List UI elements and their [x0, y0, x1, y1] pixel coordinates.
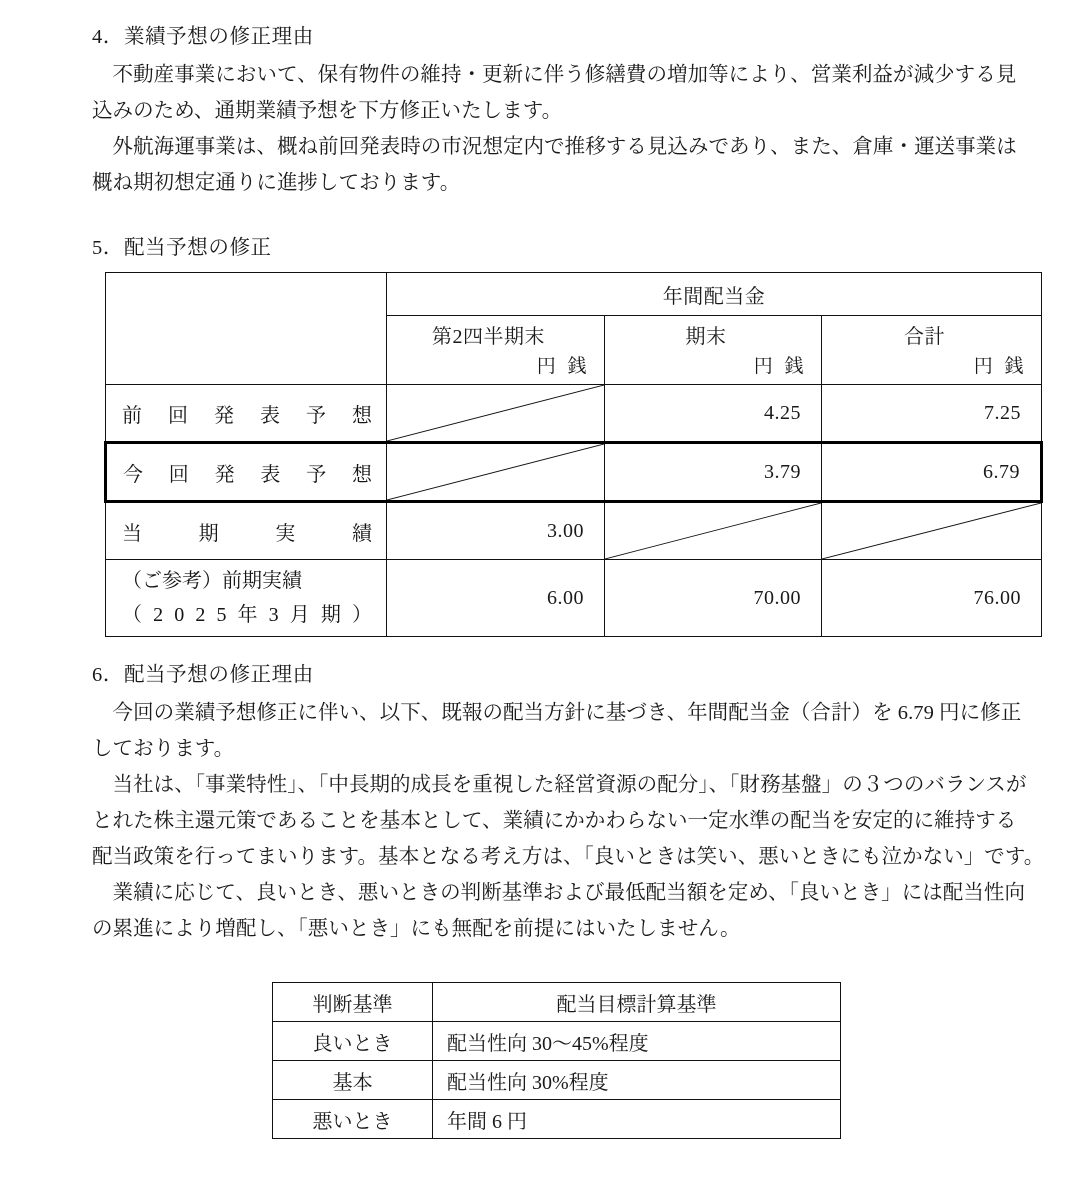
row-label-current-forecast — [106, 443, 387, 502]
row-label-current-results — [106, 502, 387, 560]
cell-current-total: 6.79 — [822, 443, 1042, 502]
row-label-char: 回 — [168, 404, 188, 427]
dividend-forecast-table — [104, 272, 1043, 637]
row-label-char: 表 — [260, 404, 280, 427]
row-label-spread-current — [123, 458, 372, 487]
policy-standard-base: 配当性向 30%程度 — [433, 1061, 841, 1100]
row-label-char: 2 — [195, 604, 206, 626]
row-label-char: 3 — [268, 604, 279, 626]
column-header-q2 — [387, 316, 605, 385]
cell-current-year-end: 3.79 — [605, 443, 822, 502]
row-label-char: 回 — [168, 463, 189, 486]
section-5-title: 5．配当予想の修正 — [92, 237, 272, 259]
section-4-title: 4．業績予想の修正理由 — [92, 26, 314, 48]
paragraph-line: 込みのため、通期業績予想を下方修正いたします。 — [92, 100, 563, 122]
column-header-year-end-unit: 円 銭 — [753, 356, 807, 377]
section-6-body — [92, 695, 1057, 947]
row-label-char: 発 — [214, 404, 234, 427]
row-label-char: 表 — [260, 463, 281, 486]
section-4-body — [92, 57, 1052, 201]
column-header-total — [822, 316, 1042, 385]
paragraph-line: 配当政策を行ってまいります。基本となる考え方は、「良いときは笑い、悪いときにも泣かない」です。 — [92, 846, 1045, 868]
row-label-reference-line1: （ご参考）前期実績 — [122, 570, 302, 592]
cell-previous-total: 7.25 — [822, 385, 1042, 443]
row-label-char: 今 — [123, 463, 143, 486]
policy-standard-good: 配当性向 30〜45%程度 — [433, 1022, 841, 1061]
row-label-char: 0 — [174, 604, 185, 626]
diagonal-strike-icon — [387, 444, 604, 500]
table-row — [106, 385, 1042, 443]
policy-table-row — [273, 1100, 841, 1139]
row-label-char: ） — [351, 604, 372, 626]
cell-previous-q2 — [387, 385, 605, 443]
row-label-char: 2 — [153, 604, 164, 626]
section-5-heading — [92, 238, 272, 259]
policy-header-criterion: 判断基準 — [273, 983, 433, 1022]
column-header-q2-unit: 円 銭 — [536, 356, 590, 377]
policy-table-row — [273, 1022, 841, 1061]
paragraph-line: の累進により増配し、「悪いとき」にも無配を前提にはいたしません。 — [92, 918, 741, 940]
section-4-heading — [92, 27, 314, 48]
policy-table-row — [273, 1061, 841, 1100]
row-label-char: 前 — [122, 404, 142, 427]
policy-header-standard: 配当目標計算基準 — [433, 983, 841, 1022]
row-label-char: 想 — [351, 463, 372, 486]
row-label-reference-prior-year — [106, 560, 387, 637]
table-row-highlighted — [106, 443, 1042, 502]
annual-dividend-group-header: 年間配当金 — [387, 273, 1042, 316]
cell-reference-year-end: 70.00 — [605, 560, 822, 637]
paragraph-line: とれた株主還元策であることを基本として、業績にかかわらない一定水準の配当を安定的に維持する — [92, 810, 1017, 832]
paragraph-line: 今回の業績予想修正に伴い、以下、既報の配当方針に基づき、年間配当金（合計）を 6.79 円に修正 — [92, 702, 1022, 724]
table-row — [106, 560, 1042, 637]
column-header-q2-title: 第2四半期末 — [432, 326, 545, 348]
paragraph-line: 業績に応じて、良いとき、悪いときの判断基準および最低配当額を定め、「良いとき」には配当性向 — [92, 882, 1025, 904]
column-header-year-end-title: 期末 — [685, 326, 727, 348]
row-label-char: 想 — [352, 404, 372, 427]
row-label-char: 5 — [216, 604, 227, 626]
diagonal-strike-icon — [387, 385, 604, 441]
paragraph-line: 外航海運事業は、概ね前回発表時の市況想定内で推移する見込みであり、また、倉庫・運送事業は — [92, 136, 1017, 158]
column-header-year-end — [605, 316, 822, 385]
cell-previous-year-end: 4.25 — [605, 385, 822, 443]
policy-criterion-good: 良いとき — [273, 1022, 433, 1061]
paragraph-line: 当社は、「事業特性」、「中長期的成長を重視した経営資源の配分」、「財務基盤」の３つのバランスが — [92, 774, 1027, 796]
paragraph-line: しております。 — [92, 738, 235, 760]
row-label-char: （ — [122, 604, 142, 626]
row-label-char: 発 — [214, 463, 235, 486]
cell-reference-total: 76.00 — [822, 560, 1042, 637]
row-label-char: 予 — [306, 463, 327, 486]
paragraph-line: 概ね期初想定通りに進捗しております。 — [92, 172, 461, 194]
row-label-spread-previous — [122, 399, 372, 428]
cell-results-year-end — [605, 502, 822, 560]
row-label-char: 期 — [198, 522, 219, 545]
diagonal-strike-icon — [605, 503, 821, 559]
row-label-previous-forecast — [106, 385, 387, 443]
row-label-char: 予 — [306, 404, 326, 427]
dividend-policy-table — [272, 982, 841, 1139]
column-header-total-title: 合計 — [904, 326, 945, 348]
policy-standard-bad: 年間 6 円 — [433, 1100, 841, 1139]
policy-criterion-base: 基本 — [273, 1061, 433, 1100]
table-corner-cell — [106, 273, 387, 385]
section-6-heading — [92, 665, 314, 686]
section-6-title: 6．配当予想の修正理由 — [92, 664, 314, 686]
row-label-reference-line2 — [122, 598, 372, 632]
row-label-char: 績 — [351, 522, 372, 545]
row-label-char: 月 — [289, 604, 310, 626]
paragraph-line: 不動産事業において、保有物件の維持・更新に伴う修繕費の増加等により、営業利益が減少する見 — [92, 64, 1017, 86]
cell-results-total — [822, 502, 1042, 560]
policy-criterion-bad: 悪いとき — [273, 1100, 433, 1139]
row-label-char: 当 — [122, 522, 142, 545]
policy-table-header-row — [273, 983, 841, 1022]
table-header-row-group — [106, 273, 1042, 316]
row-label-char: 年 — [237, 604, 258, 626]
table-row — [106, 502, 1042, 560]
cell-results-q2: 3.00 — [387, 502, 605, 560]
diagonal-strike-icon — [822, 503, 1041, 559]
column-header-total-unit: 円 銭 — [973, 356, 1027, 377]
cell-current-q2 — [387, 443, 605, 502]
row-label-spread-results — [122, 517, 372, 546]
row-label-char: 実 — [275, 522, 296, 545]
row-label-char: 期 — [320, 604, 341, 626]
cell-reference-q2: 6.00 — [387, 560, 605, 637]
